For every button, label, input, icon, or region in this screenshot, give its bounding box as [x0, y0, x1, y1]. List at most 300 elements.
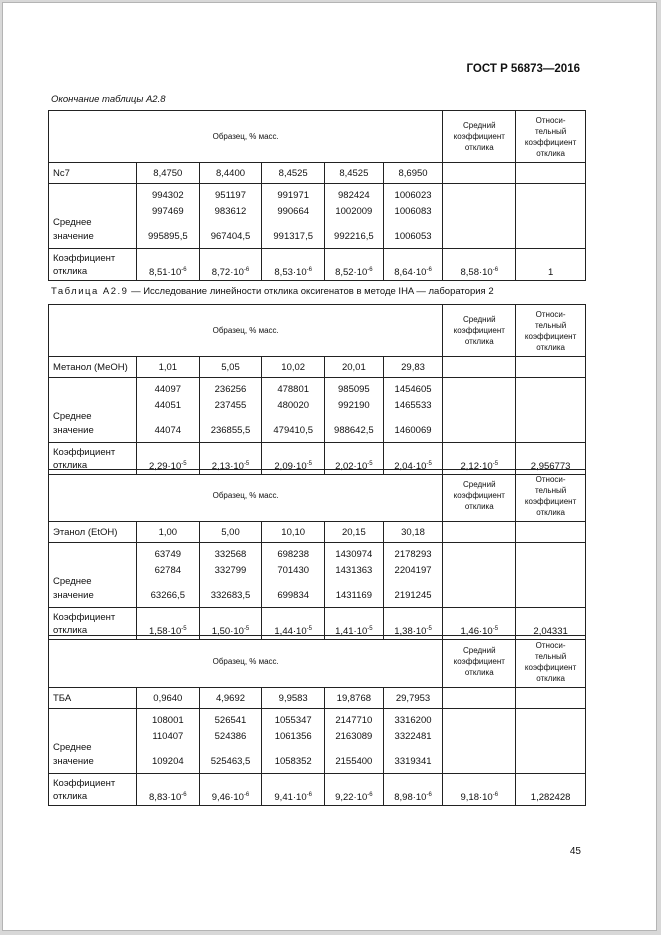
- spacer: [387, 414, 440, 423]
- sample-concentration: 5,05: [199, 357, 262, 378]
- header-line: коэффициент: [453, 326, 505, 335]
- peak-area-cell: [325, 378, 384, 443]
- header-line: тельный: [534, 651, 567, 661]
- relative-coefficient: 1,282428: [516, 774, 586, 806]
- avg-coef-header: [443, 636, 516, 688]
- header-line: коэффициент: [453, 491, 505, 500]
- sample-concentration: 8,4525: [262, 163, 325, 184]
- header-line: значение: [53, 425, 94, 436]
- header-line: отклика: [464, 668, 494, 677]
- response-coefficient: [325, 774, 384, 806]
- sample-concentration: 0,9640: [136, 688, 199, 709]
- replicate-1: 3316200: [394, 714, 432, 726]
- spacer: [140, 745, 196, 754]
- mantissa: 2,29·10: [149, 461, 182, 472]
- mantissa: 2,02·10: [335, 461, 368, 472]
- peak-area-cell: [325, 709, 384, 774]
- replicate-1: 951197: [215, 189, 246, 201]
- spacer: [265, 745, 321, 754]
- coef-value: [212, 267, 250, 278]
- spacer: [140, 579, 196, 588]
- exponent: -6: [306, 267, 312, 273]
- mantissa: 8,98·10: [394, 792, 427, 803]
- replicate-1: 2178293: [394, 548, 432, 560]
- replicate-1: 478801: [277, 383, 310, 395]
- header-line: Средний: [463, 646, 496, 655]
- coefficient-label: [49, 774, 137, 806]
- mantissa: 8,83·10: [149, 792, 182, 803]
- header-line: отклика: [536, 148, 565, 158]
- replicate-2: 2163089: [335, 730, 373, 742]
- empty-cell: [516, 357, 586, 378]
- exponent: -5: [367, 626, 373, 632]
- exponent: -5: [492, 461, 499, 467]
- mean-value: 2155400: [335, 755, 373, 767]
- exponent: -5: [426, 461, 432, 467]
- spacer: [387, 579, 440, 588]
- exponent: -5: [306, 461, 312, 467]
- peak-area-cell: [262, 543, 325, 608]
- sample-concentration: 8,4525: [325, 163, 384, 184]
- replicate-1: 1006023: [394, 189, 432, 201]
- peak-area-cell: [383, 184, 443, 249]
- mantissa: 1,50·10: [211, 626, 244, 637]
- sample-concentration: 8,4750: [136, 163, 199, 184]
- table-a29-number: Таблица А2.9: [51, 286, 129, 297]
- spacer: [387, 220, 440, 229]
- header-line: Относи-: [535, 474, 566, 484]
- exponent: -6: [492, 792, 499, 798]
- mantissa: 9,22·10: [335, 792, 368, 803]
- exponent: -5: [181, 461, 187, 467]
- exponent: -6: [181, 267, 187, 273]
- spacer: [328, 220, 380, 229]
- substance-name: Nc7: [49, 163, 137, 184]
- peak-area-cell: [199, 378, 262, 443]
- mantissa: 9,46·10: [211, 792, 244, 803]
- replicate-2: 2204197: [394, 564, 432, 576]
- header-line: значение: [53, 756, 94, 767]
- values-row: [49, 543, 586, 608]
- replicate-2: 332799: [214, 564, 247, 576]
- exponent: -6: [367, 267, 373, 273]
- sample-concentration: 19,8768: [325, 688, 384, 709]
- replicate-2: 1431363: [335, 564, 373, 576]
- replicate-1: 991971: [277, 189, 310, 201]
- table-a28-caption: Окончание таблицы А2.8: [51, 94, 166, 105]
- standard-designation: ГОСТ Р 56873—2016: [466, 63, 580, 75]
- avg-coef-header: [443, 305, 516, 357]
- mean-value: 995895,5: [148, 230, 188, 242]
- sample-concentration: 8,6950: [383, 163, 443, 184]
- header-line: Средний: [463, 480, 496, 489]
- mean-value: 44074: [154, 424, 182, 436]
- header-line: отклика: [536, 673, 565, 683]
- response-coefficient: [136, 249, 199, 281]
- exponent: -6: [492, 267, 499, 273]
- substance-row: [49, 163, 586, 184]
- header-line: отклика: [53, 459, 88, 471]
- exponent: -6: [426, 267, 432, 273]
- mean-value: 1006053: [394, 230, 432, 242]
- mantissa: 9,18·10: [460, 792, 493, 803]
- mantissa: 8,72·10: [211, 267, 244, 278]
- empty-cell: [516, 543, 586, 608]
- sample-concentration: 4,9692: [199, 688, 262, 709]
- empty-cell: [443, 688, 516, 709]
- empty-cell: [516, 163, 586, 184]
- header-line: Коэффициент: [53, 777, 116, 789]
- header-line: Среднее: [53, 576, 92, 587]
- spacer: [140, 220, 196, 229]
- replicate-1: 236256: [214, 383, 247, 395]
- mean-value: 988642,5: [334, 424, 374, 436]
- table-a29-caption: [51, 286, 494, 297]
- substance-name: Метанол (MeOH): [49, 357, 137, 378]
- replicate-1: 698238: [277, 548, 310, 560]
- peak-area-cell: [262, 378, 325, 443]
- sample-header: Образец, % масс.: [49, 111, 443, 163]
- sample-concentration: 1,01: [136, 357, 199, 378]
- replicate-2: 62784: [154, 564, 182, 576]
- substance-row: [49, 357, 586, 378]
- header-line: значение: [53, 590, 94, 601]
- spacer: [387, 745, 440, 754]
- replicate-2: 44051: [154, 399, 182, 411]
- replicate-2: 701430: [277, 564, 310, 576]
- header-line: отклика: [464, 502, 494, 511]
- header-line: Средний: [463, 315, 496, 324]
- spacer: [328, 579, 380, 588]
- replicate-1: 2147710: [335, 714, 373, 726]
- substance-row: [49, 522, 586, 543]
- peak-area-cell: [383, 709, 443, 774]
- peak-area-cell: [199, 543, 262, 608]
- mantissa: 2,09·10: [274, 461, 307, 472]
- substance-name: ТБА: [49, 688, 137, 709]
- data-table: [48, 110, 586, 281]
- replicate-1: 63749: [154, 548, 182, 560]
- exponent: -5: [306, 626, 312, 632]
- sample-header: Образец, % масс.: [49, 305, 443, 357]
- peak-area-cell: [136, 543, 199, 608]
- response-coefficient: [383, 249, 443, 281]
- spacer: [140, 414, 196, 423]
- mantissa: 8,53·10: [274, 267, 307, 278]
- header-line: тельный: [534, 126, 567, 136]
- peak-area-cell: [383, 543, 443, 608]
- avg-value: [461, 267, 499, 278]
- replicate-2: 983612: [214, 205, 247, 217]
- mantissa: 8,51·10: [149, 267, 182, 278]
- response-coefficient: [262, 249, 325, 281]
- header-line: отклика: [536, 507, 565, 517]
- mean-value: 699834: [277, 589, 310, 601]
- replicate-2: 237455: [214, 399, 247, 411]
- sample-concentration: 5,00: [199, 522, 262, 543]
- replicate-2: 1002009: [335, 205, 373, 217]
- exponent: -6: [306, 792, 312, 798]
- empty-cell: [443, 184, 516, 249]
- header-line: Коэффициент: [53, 252, 116, 264]
- mean-label: [49, 709, 137, 774]
- header-line: отклика: [464, 143, 494, 152]
- mantissa: 8,64·10: [394, 267, 427, 278]
- relative-coefficient: 2,04331: [516, 608, 586, 640]
- header-line: отклика: [53, 624, 88, 636]
- response-coefficient: [199, 774, 262, 806]
- response-coefficient: [136, 774, 199, 806]
- mean-value: 967404,5: [210, 230, 251, 242]
- empty-cell: [516, 709, 586, 774]
- mantissa: 2,12·10: [460, 461, 493, 472]
- mean-value: 1431169: [335, 589, 372, 601]
- replicate-1: 108001: [151, 714, 184, 726]
- empty-cell: [516, 688, 586, 709]
- header-line: значение: [53, 231, 94, 242]
- empty-cell: [516, 184, 586, 249]
- mean-value: 3319341: [394, 755, 432, 767]
- average-coefficient: [443, 249, 516, 281]
- sample-concentration: 10,10: [262, 522, 325, 543]
- replicate-1: 985095: [338, 383, 370, 395]
- header-line: Относи-: [535, 115, 566, 125]
- header-line: отклика: [53, 790, 88, 802]
- mean-value: 1460069: [394, 424, 432, 436]
- exponent: -5: [492, 626, 499, 632]
- substance-name: Этанол (EtOH): [49, 522, 137, 543]
- header-line: коэффициент: [524, 137, 577, 147]
- values-row: [49, 378, 586, 443]
- avg-value: [461, 792, 499, 803]
- mean-value: 479410,5: [273, 424, 313, 436]
- exponent: -5: [181, 626, 187, 632]
- document-page: [2, 2, 657, 931]
- peak-area-cell: [262, 709, 325, 774]
- header-line: коэффициент: [524, 662, 577, 672]
- peak-area-cell: [136, 709, 199, 774]
- page-number: 45: [569, 846, 581, 857]
- peak-area-cell: [199, 184, 262, 249]
- values-row: [49, 184, 586, 249]
- peak-area-cell: [136, 378, 199, 443]
- header-row: [49, 470, 586, 522]
- mantissa: 1,44·10: [274, 626, 307, 637]
- coef-value: [149, 792, 187, 803]
- coef-value: [212, 792, 250, 803]
- replicate-1: 526541: [214, 714, 247, 726]
- header-line: Коэффициент: [53, 611, 116, 623]
- peak-area-cell: [136, 184, 199, 249]
- relative-coefficient: 1: [516, 249, 586, 281]
- peak-area-cell: [325, 543, 384, 608]
- data-table: [48, 635, 586, 806]
- spacer: [265, 579, 321, 588]
- spacer: [203, 414, 259, 423]
- spacer: [203, 745, 259, 754]
- mean-value: 109204: [151, 755, 184, 767]
- coef-value: [394, 267, 432, 278]
- values-row: [49, 709, 586, 774]
- table-a29-title: — Исследование линейности отклика оксигенатов в методе IHA — лаборатория 2: [128, 286, 494, 297]
- replicate-2: 524386: [214, 730, 247, 742]
- replicate-1: 332568: [214, 548, 247, 560]
- replicate-2: 480020: [277, 399, 310, 411]
- mantissa: 9,41·10: [274, 792, 307, 803]
- response-coefficient: [325, 249, 384, 281]
- spacer: [203, 220, 259, 229]
- replicate-1: 1430974: [335, 548, 373, 560]
- replicate-1: 1055347: [274, 714, 312, 726]
- exponent: -5: [243, 626, 250, 632]
- sample-concentration: 29,7953: [383, 688, 443, 709]
- replicate-2: 990664: [277, 205, 310, 217]
- coefficient-row: [49, 774, 586, 806]
- coef-value: [274, 792, 312, 803]
- replicate-2: 1061356: [274, 730, 312, 742]
- header-line: коэффициент: [453, 657, 505, 666]
- coef-value: [335, 792, 373, 803]
- spacer: [328, 414, 380, 423]
- header-line: тельный: [534, 320, 567, 330]
- spacer: [203, 579, 259, 588]
- mantissa: 1,58·10: [149, 626, 182, 637]
- rel-coef-header: [516, 111, 586, 163]
- coefficient-label: [49, 249, 137, 281]
- peak-area-cell: [383, 378, 443, 443]
- mantissa: 2,04·10: [394, 461, 427, 472]
- sample-concentration: 1,00: [136, 522, 199, 543]
- mean-label: [49, 184, 137, 249]
- mean-value: 991317,5: [273, 230, 313, 242]
- rel-coef-header: [516, 636, 586, 688]
- exponent: -5: [367, 461, 373, 467]
- replicate-2: 1006083: [394, 205, 432, 217]
- header-line: Относи-: [535, 309, 566, 319]
- mean-value: 992216,5: [334, 230, 374, 242]
- mean-label: [49, 378, 137, 443]
- exponent: -6: [243, 792, 250, 798]
- header-line: коэффициент: [524, 496, 577, 506]
- avg-coef-header: [443, 470, 516, 522]
- sample-header: Образец, % масс.: [49, 470, 443, 522]
- header-line: отклика: [536, 342, 565, 352]
- header-line: Коэффициент: [53, 446, 116, 458]
- header-row: [49, 305, 586, 357]
- data-table: [48, 304, 586, 475]
- mean-value: 2191245: [394, 589, 432, 601]
- sample-concentration: 29,83: [383, 357, 443, 378]
- empty-cell: [443, 378, 516, 443]
- exponent: -6: [181, 792, 187, 798]
- header-row: [49, 111, 586, 163]
- sample-concentration: 9,9583: [262, 688, 325, 709]
- response-coefficient: [383, 774, 443, 806]
- replicate-1: 982424: [338, 189, 370, 201]
- rel-coef-header: [516, 305, 586, 357]
- spacer: [265, 220, 321, 229]
- substance-row: [49, 688, 586, 709]
- replicate-1: 44097: [154, 383, 182, 395]
- mean-value: 63266,5: [150, 589, 185, 601]
- replicate-2: 110407: [152, 730, 184, 742]
- avg-coef-header: [443, 111, 516, 163]
- replicate-1: 1454605: [394, 383, 432, 395]
- exponent: -6: [426, 792, 432, 798]
- coefficient-row: [49, 249, 586, 281]
- header-line: Среднее: [53, 411, 92, 422]
- sample-concentration: 8,4400: [199, 163, 262, 184]
- header-line: Среднее: [53, 742, 92, 753]
- replicate-2: 992190: [338, 399, 370, 411]
- empty-cell: [443, 543, 516, 608]
- header-line: коэффициент: [453, 132, 505, 141]
- empty-cell: [443, 709, 516, 774]
- replicate-1: 994302: [151, 189, 184, 201]
- exponent: -5: [426, 626, 432, 632]
- mean-value: 236855,5: [210, 424, 251, 436]
- empty-cell: [516, 378, 586, 443]
- header-line: Среднее: [53, 217, 92, 228]
- response-coefficient: [262, 774, 325, 806]
- coef-value: [335, 267, 373, 278]
- empty-cell: [443, 522, 516, 543]
- empty-cell: [443, 163, 516, 184]
- sample-concentration: 10,02: [262, 357, 325, 378]
- header-line: Относи-: [535, 640, 566, 650]
- peak-area-cell: [325, 184, 384, 249]
- spacer: [328, 745, 380, 754]
- mantissa: 1,38·10: [394, 626, 427, 637]
- exponent: -6: [243, 267, 250, 273]
- mean-value: 1058352: [274, 755, 312, 767]
- rel-coef-header: [516, 470, 586, 522]
- empty-cell: [516, 522, 586, 543]
- header-row: [49, 636, 586, 688]
- coef-value: [394, 792, 432, 803]
- coef-value: [274, 267, 312, 278]
- mantissa: 2,13·10: [211, 461, 244, 472]
- header-line: отклика: [464, 337, 494, 346]
- mantissa: 1,46·10: [460, 626, 493, 637]
- peak-area-cell: [199, 709, 262, 774]
- mean-label: [49, 543, 137, 608]
- exponent: -6: [367, 792, 373, 798]
- relative-coefficient: 2,956773: [516, 443, 586, 475]
- mantissa: 8,52·10: [335, 267, 368, 278]
- exponent: -5: [243, 461, 250, 467]
- replicate-2: 997469: [151, 205, 184, 217]
- header-line: коэффициент: [524, 331, 577, 341]
- replicate-2: 1465533: [394, 399, 432, 411]
- mean-value: 525463,5: [210, 755, 251, 767]
- response-coefficient: [199, 249, 262, 281]
- mean-value: 332683,5: [210, 589, 251, 601]
- empty-cell: [443, 357, 516, 378]
- header-line: тельный: [534, 485, 567, 495]
- spacer: [265, 414, 321, 423]
- data-table: [48, 469, 586, 640]
- sample-concentration: 20,01: [325, 357, 384, 378]
- sample-concentration: 30,18: [383, 522, 443, 543]
- header-line: отклика: [53, 265, 88, 277]
- mantissa: 8,58·10: [460, 267, 493, 278]
- peak-area-cell: [262, 184, 325, 249]
- average-coefficient: [443, 774, 516, 806]
- coef-value: [149, 267, 187, 278]
- header-line: Средний: [463, 121, 496, 130]
- mantissa: 1,41·10: [335, 626, 368, 637]
